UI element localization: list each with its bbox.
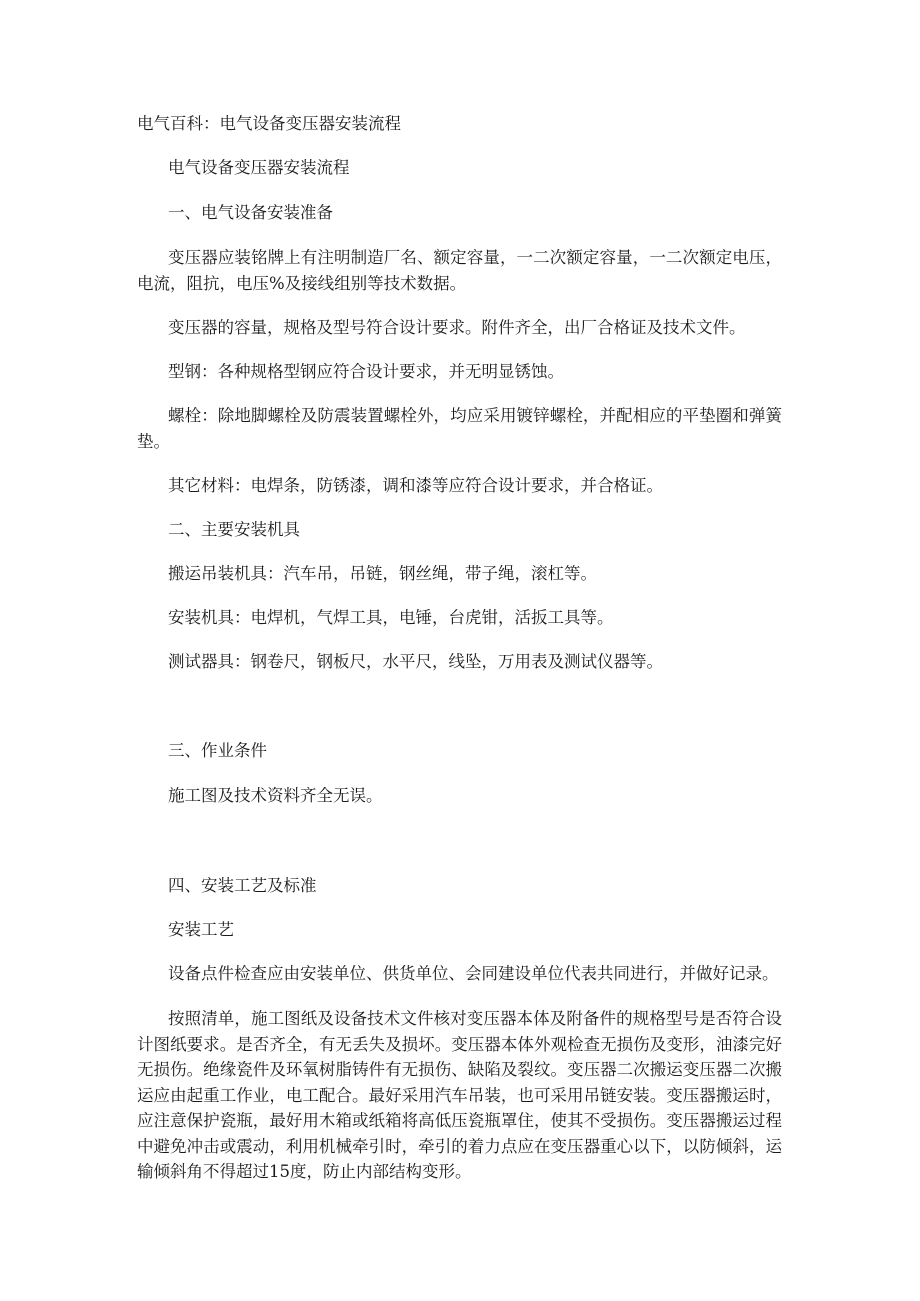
section-heading: 一、电气设备安装准备: [168, 203, 333, 222]
paragraph: 搬运吊装机具：汽车吊，吊链，钢丝绳，带子绳，滚杠等。: [168, 564, 597, 583]
paragraph: 型钢：各种规格型钢应符合设计要求，并无明显锈蚀。: [168, 362, 564, 381]
section-heading: 二、主要安装机具: [168, 520, 300, 539]
paragraph: 施工图及技术资料齐全无误。: [168, 786, 383, 805]
paragraph: 设备点件检查应由安装单位、供货单位、会同建设单位代表共同进行，并做好记录。: [168, 964, 779, 983]
document-subtitle: 电气设备变压器安装流程: [168, 158, 350, 177]
paragraph: 安装机具：电焊机，气焊工具，电锤，台虎钳，活扳工具等。: [168, 608, 614, 627]
paragraph: 变压器的容量，规格及型号符合设计要求。附件齐全，出厂合格证及技术文件。: [168, 318, 746, 337]
paragraph: 螺栓：除地脚螺栓及防震装置螺栓外，均应采用镀锌螺栓，并配相应的平垫圈和弹簧垫。: [137, 406, 782, 451]
paragraph: 按照清单，施工图纸及设备技术文件核对变压器本体及附备件的规格型号是否符合设计图纸要求。是否齐全，有无丢失及损坏。变压器本体外观检查无损伤及变形，油漆完好无损伤。绝缘瓷件及环氧树脂铸件有无损伤、缺陷及裂纹。变压器二次搬运变压器二次搬运应由起重工作业，电工配合。最好采用汽车吊装，也可采用吊链安装。变压器搬运时，应注意保护瓷瓶，最好用木箱或纸箱将高低压瓷瓶罩住，使其不受损伤。变压器搬运过程中避免冲击或震动，利用机械牵引时，牵引的着力点应在变压器重心以下，以防倾斜，运输倾斜角不得超过15度，防止内部结构变形。: [137, 1009, 782, 1181]
paragraph: 测试器具：钢卷尺，钢板尺，水平尺，线坠，万用表及测试仪器等。: [168, 652, 663, 671]
subsection-heading: 安装工艺: [168, 920, 234, 939]
section-heading: 三、作业条件: [168, 741, 267, 760]
paragraph: 变压器应装铭牌上有注明制造厂名、额定容量，一二次额定容量，一二次额定电压，电流，阻抗，电压%及接线组别等技术数据。: [137, 248, 782, 293]
document-title: 电气百科：电气设备变压器安装流程: [137, 114, 401, 133]
paragraph: 其它材料：电焊条，防锈漆，调和漆等应符合设计要求，并合格证。: [168, 476, 663, 495]
section-heading: 四、安装工艺及标准: [168, 876, 317, 895]
